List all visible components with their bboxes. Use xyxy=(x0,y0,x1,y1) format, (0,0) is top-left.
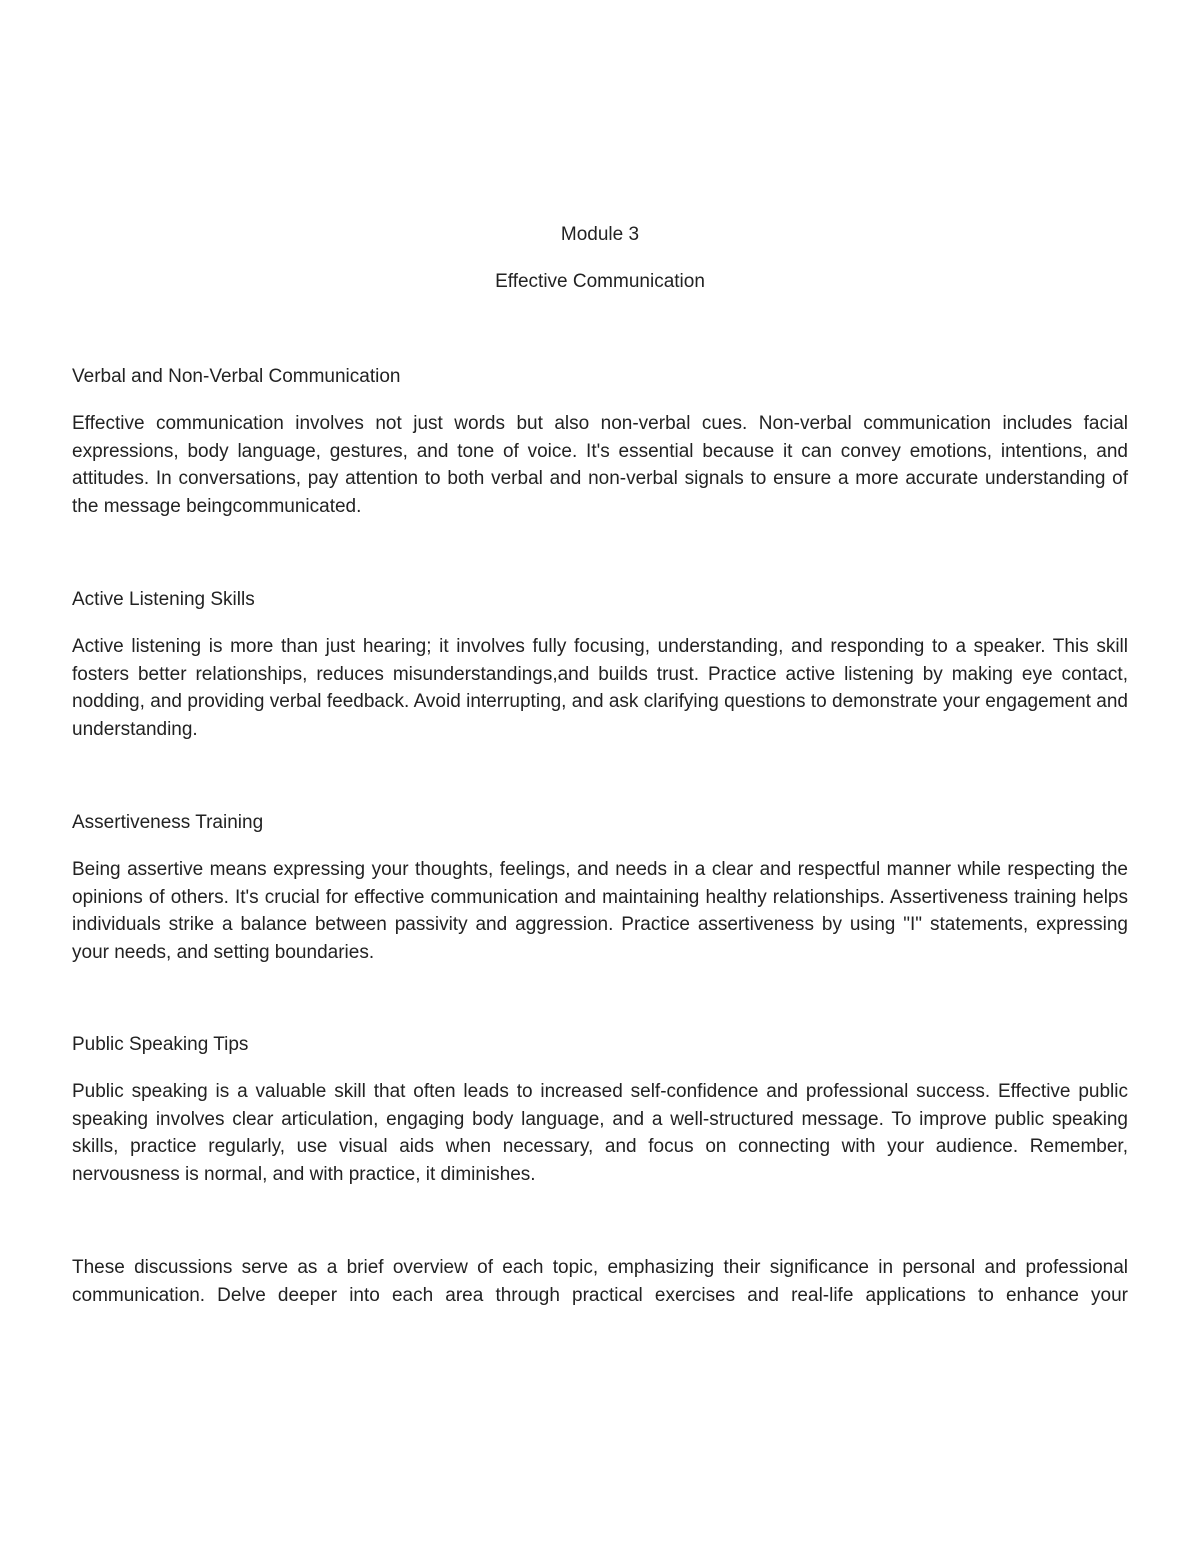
section-body-active-listening: Active listening is more than just hearing; it involves fully focusing, understanding, and responding to a speaker. This skill fosters better relationships, reduces misunderstandings,and builds trust. Practice active listening by making eye contact, nodding, and providing verbal feedback. Avoid interrupting, and ask clarifying questions to demonstrate your engagement and understanding. xyxy=(72,636,1128,740)
section-heading-public-speaking: Public Speaking Tips xyxy=(72,1034,249,1055)
section-body-assertiveness: Being assertive means expressing your thoughts, feelings, and needs in a clear and respectful manner while respecting the opinions of others. It's crucial for effective communication and maintaining healthy relationships. Assertiveness training helps individuals strike a balance between passivity and aggression. Practice assertiveness by using "I" statements, expressing your needs, and setting boundaries. xyxy=(72,859,1128,963)
section-body-verbal-nonverbal: Effective communication involves not just words but also non-verbal cues. Non-verbal communication includes facial expressions, body language, gestures, and tone of voice. It's essential because it can convey emotions, intentions, and attitudes. In conversations, pay attention to both verbal and non-verbal signals to ensure a more accurate understanding of the message beingcommunicated. xyxy=(72,413,1128,517)
module-label: Module 3 xyxy=(560,224,640,245)
section-heading-active-listening: Active Listening Skills xyxy=(72,589,255,610)
section-body-public-speaking: Public speaking is a valuable skill that often leads to increased self-confidence and professional success. Effective public speaking involves clear articulation, engaging body language, and a well-structured message. To improve public speaking skills, practice regularly, use visual aids when necessary, and focus on connecting with your audience. Remember, nervousness is normal, and with practice, it diminishes. xyxy=(72,1081,1128,1185)
page-title: Effective Communication xyxy=(495,271,705,292)
section-heading-assertiveness: Assertiveness Training xyxy=(72,812,264,833)
closing-paragraph: These discussions serve as a brief overview of each topic, emphasizing their significance in personal and professional communication. Delve deeper into each area through practical exercises and real-life applications to enhance your xyxy=(72,1257,1128,1306)
section-heading-verbal-nonverbal: Verbal and Non-Verbal Communication xyxy=(72,366,401,387)
